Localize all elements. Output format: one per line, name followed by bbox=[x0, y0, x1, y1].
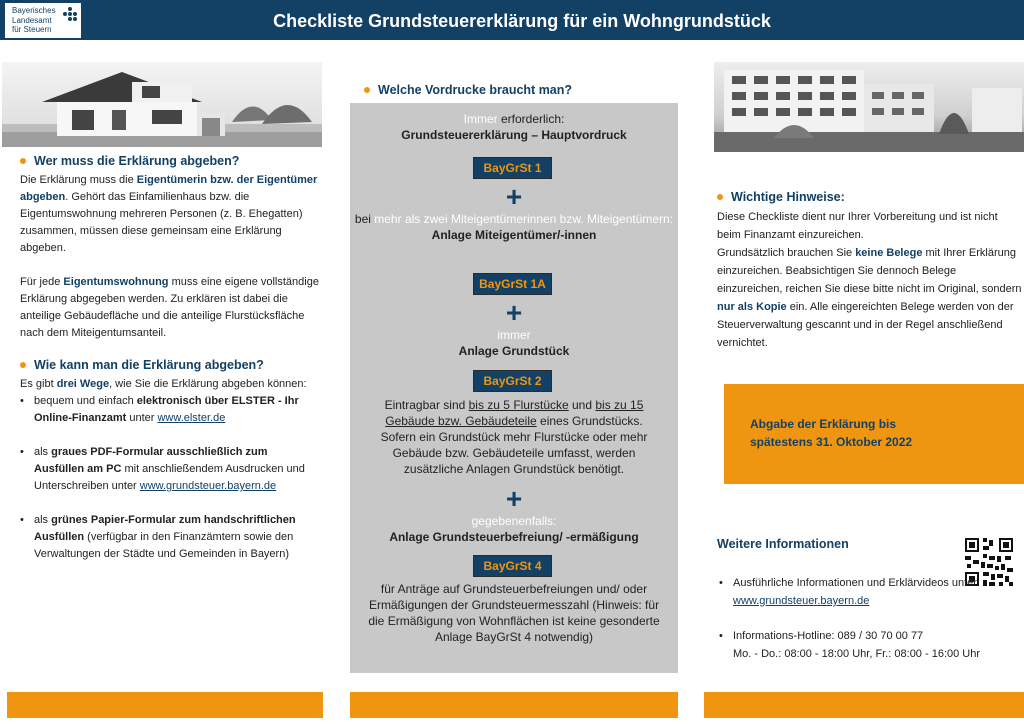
bullet-dot-icon bbox=[20, 362, 26, 368]
form-requirement: Eintragbar sind bis zu 5 Flurstücke und bis zu 15 Gebäude bzw. Gebäudeteile eines Grundstücks. Sofern ein Grundstück mehr Flurstücke oder mehr Gebäude bzw. Gebäudeteile umfasst, werden zusätzliche Anlagen Grundstück benötigt. bbox=[380, 398, 648, 476]
deadline-text: Abgabe der Erklärung bis spätestens 31. Oktober 2022 bbox=[750, 417, 913, 449]
paragraph: Grundsätzlich brauchen Sie keine Belege mit Ihrer Erklärung einzureichen. Beabsichtigen Sie dennoch Belege einzureichen, reichen Sie diese bitte nicht im Original, sondern nur als Kopie ein. Alle eingereichten Belege werden von der Steuerverwaltung gescannt und in der Regel anschließend vernichtet. bbox=[717, 247, 1022, 349]
bullet-dot-icon bbox=[717, 194, 723, 200]
paragraph: Für jede Eigentumswohnung muss eine eigene vollständige Erklärung abgegeben werden. Zu erklären ist dabei die anteilige Gebäudefläche und die anteilige Flurstücksfläche nach dem Miteigentumsanteil. bbox=[20, 276, 319, 339]
form-badge: BayGrSt 1 bbox=[473, 157, 552, 179]
form-badge: BayGrSt 2 bbox=[473, 370, 552, 392]
list-item: • Informations-Hotline: 089 / 30 70 00 77 Mo. - Do.: 08:00 - 18:00 Uhr, Fr.: 08:00 - 16:00 Uhr bbox=[719, 627, 1022, 663]
logo-line: Landesamt bbox=[12, 15, 52, 25]
list-item: • bequem und einfach elektronisch über ELSTER - Ihr Online-Finanzamt unter www.elster.de bbox=[20, 393, 320, 427]
form-requirement: Immer erforderlich: Grundsteuererklärung – Hauptvordruck bbox=[401, 112, 627, 142]
section-heading-text: Wer muss die Erklärung abgeben? bbox=[34, 154, 240, 168]
plus-icon: + bbox=[505, 181, 523, 212]
bullet-dot-icon bbox=[364, 87, 370, 93]
right-column bbox=[717, 188, 1022, 352]
logo-line: für Steuern bbox=[12, 25, 52, 34]
section-heading-text: Wie kann man die Erklärung abgeben? bbox=[34, 358, 264, 372]
plus-icon: + bbox=[505, 483, 523, 514]
section-heading bbox=[20, 356, 320, 374]
section-heading bbox=[20, 152, 320, 170]
plus-icon: + bbox=[505, 297, 523, 328]
list-item: • als grünes Papier-Formular zum handschriftlichen Ausfüllen (verfügbar in den Finanzämtern sowie den Verwaltungen der Städte und Gemeinden in Bayern) bbox=[20, 512, 320, 563]
elster-link[interactable]: www.elster.de bbox=[157, 412, 226, 424]
logo-line: Bayerisches bbox=[12, 6, 56, 15]
form-badge: BayGrSt 4 bbox=[473, 555, 552, 577]
form-requirement: bei mehr als zwei Miteigentümerinnen bzw. Miteigentümern: Anlage Miteigentümer/-innen bbox=[354, 212, 674, 242]
form-badge: BayGrSt 1A bbox=[473, 273, 552, 295]
section-heading: Wichtige Hinweise: bbox=[717, 188, 1022, 206]
list-item: • Ausführliche Informationen und Erklärvideos unter www.grundsteuer.bayern.de bbox=[719, 574, 1022, 610]
bullet-dot-icon bbox=[20, 158, 26, 164]
paragraph: Die Erklärung muss die Eigentümerin bzw. der Eigentümer abgeben. Gehört das Einfamilienhaus bzw. die Eigentumswohnung mehreren Personen (z. B. Ehegatten) zusammen, müssen diese gemeinsam eine Erklärung abgeben. bbox=[20, 174, 318, 254]
header-bar bbox=[0, 0, 1024, 40]
page-title: Checkliste Grundsteuererklärung für ein Wohngrundstück bbox=[273, 11, 771, 31]
grundsteuer-link[interactable]: www.grundsteuer.bayern.de bbox=[139, 480, 277, 492]
form-requirement: für Anträge auf Grundsteuerbefreiungen und/ oder Ermäßigungen der Grundsteuermesszahl (Hinweis: für die Ermäßigung von Wohnflächen ist keine gesonderte Anlage BayGrSt 4 notwendig) bbox=[368, 582, 660, 644]
paragraph: Es gibt drei Wege, wie Sie die Erklärung abgeben können: bbox=[20, 378, 307, 390]
list-item: • als graues PDF-Formular ausschließlich zum Ausfüllen am PC mit anschließendem Ausdrucken und Unterschreiben unter www.grundsteuer.bayern.de bbox=[20, 444, 320, 495]
left-column bbox=[20, 152, 320, 580]
footer-bar bbox=[7, 692, 323, 718]
building-photo bbox=[714, 62, 1024, 152]
grundsteuer-link[interactable]: www.grundsteuer.bayern.de bbox=[733, 595, 870, 607]
form-requirement: immer Anlage Grundstück bbox=[458, 328, 570, 358]
house-photo bbox=[2, 62, 322, 147]
more-info-heading: Weitere Informationen bbox=[717, 537, 849, 551]
bullet-list bbox=[20, 393, 320, 563]
form-requirement: gegebenenfalls: Anlage Grundsteuerbefreiung/ -ermäßigung bbox=[389, 514, 639, 544]
paragraph: Diese Checkliste dient nur Ihrer Vorbereitung und ist nicht beim Finanzamt einzureichen. bbox=[717, 211, 998, 241]
footer-bar bbox=[704, 692, 1024, 718]
footer-bar bbox=[350, 692, 678, 718]
section-heading: Welche Vordrucke braucht man? bbox=[364, 83, 572, 97]
more-info-list bbox=[717, 574, 1022, 680]
